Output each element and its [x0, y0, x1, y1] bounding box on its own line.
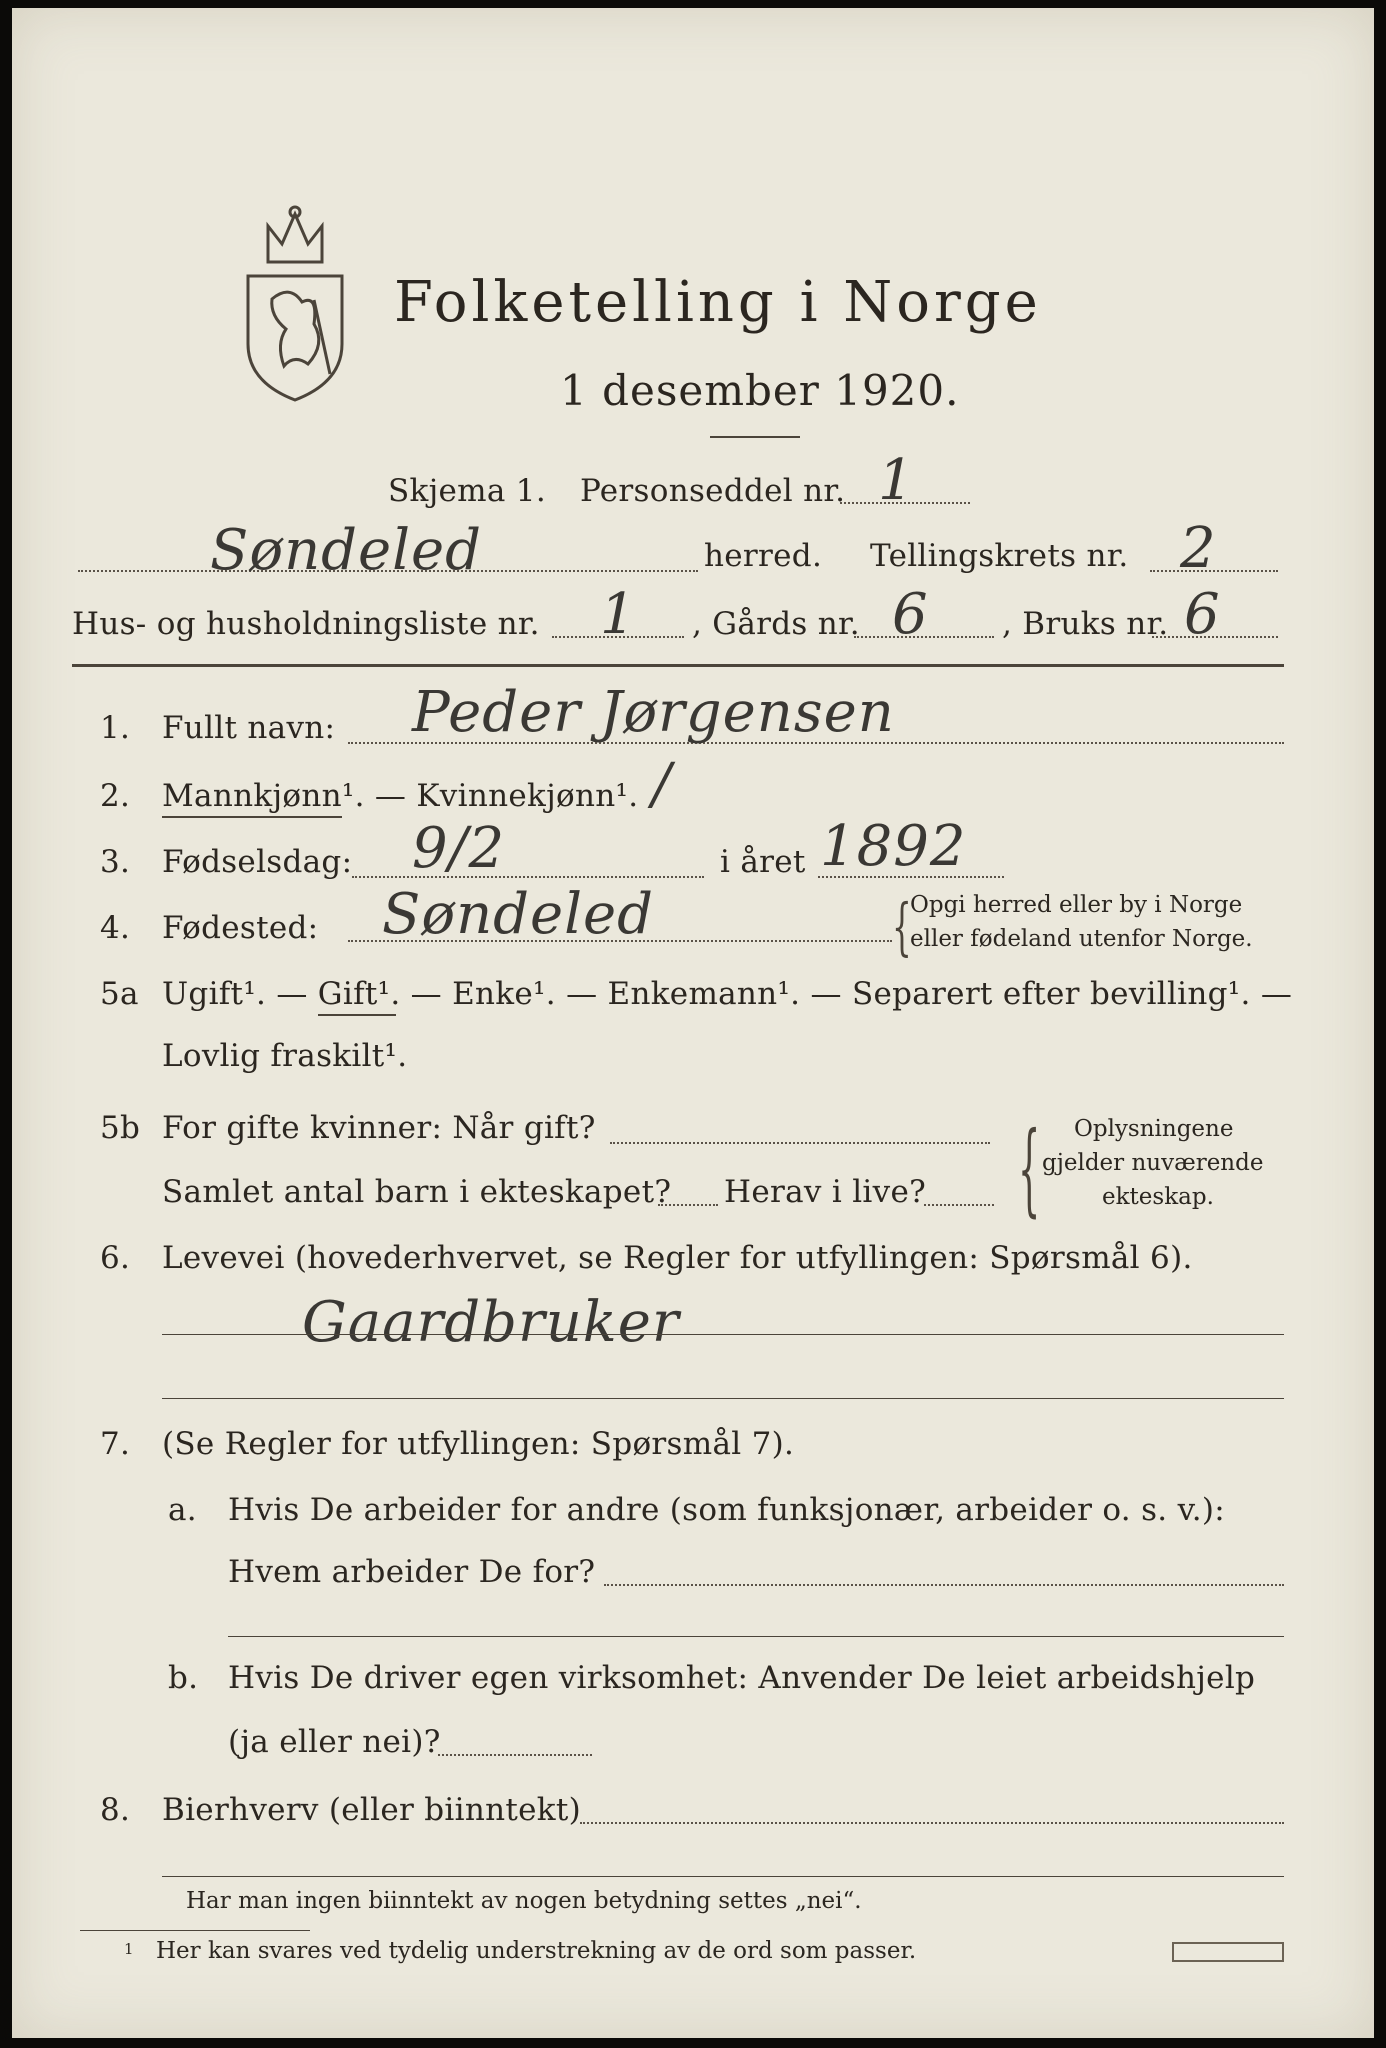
- personseddel-value[interactable]: 1: [878, 448, 915, 513]
- q5b-children-line: [658, 1204, 718, 1206]
- q7a-number: a.: [168, 1492, 197, 1528]
- q2-mark[interactable]: /: [652, 752, 672, 817]
- bruks-label: , Bruks nr.: [1002, 606, 1169, 642]
- q4-note-line1: Opgi herred eller by i Norge: [910, 892, 1243, 918]
- q6-label: Levevei (hovederhvervet, se Regler for utfyllingen: Spørsmål 6).: [162, 1240, 1193, 1276]
- header-divider: [710, 436, 800, 438]
- footnote-divider: [80, 1930, 310, 1931]
- printer-stamp: [1172, 1942, 1284, 1962]
- q3-number: 3.: [100, 844, 131, 880]
- birth-year-value[interactable]: 1892: [820, 814, 967, 879]
- personseddel-label: Personseddel nr.: [580, 473, 846, 509]
- q7b-line1: Hvis De driver egen virksomhet: Anvender De leiet arbeidshjelp: [228, 1660, 1256, 1696]
- tellingskrets-label: Tellingskrets nr.: [870, 538, 1129, 574]
- q5b-note-line3: ekteskap.: [1102, 1184, 1214, 1210]
- footnote-number: 1: [124, 1940, 134, 1958]
- q5b-line1: For gifte kvinner: Når gift?: [162, 1110, 596, 1146]
- full-name-value[interactable]: Peder Jørgensen: [412, 680, 895, 745]
- herred-value[interactable]: Søndeled: [210, 518, 483, 583]
- q5b-note-line2: gjelder nuværende: [1042, 1150, 1264, 1176]
- q3-year-label: i året: [720, 844, 806, 880]
- q7a-line1: Hvis De arbeider for andre (som funksjonær, arbeider o. s. v.):: [228, 1492, 1226, 1528]
- q8-line: [580, 1822, 1284, 1824]
- husliste-label: Hus- og husholdningsliste nr.: [72, 606, 540, 642]
- q4-label: Fødested:: [162, 910, 319, 946]
- q5a-gift-underline: [318, 1014, 396, 1016]
- q5b-married-line: [610, 1142, 990, 1144]
- q6-line2: [162, 1398, 1284, 1399]
- section-divider: [72, 664, 1284, 667]
- q7-number: 7.: [100, 1426, 131, 1462]
- census-form: [12, 8, 1374, 2038]
- census-date: 1 desember 1920.: [560, 366, 960, 415]
- q8-number: 8.: [100, 1792, 131, 1828]
- q7a-line2: Hvem arbeider De for?: [228, 1554, 596, 1590]
- q5a-line1: Ugift¹. — Gift¹. — Enke¹. — Enkemann¹. — Separert efter bevilling¹. —: [162, 976, 1293, 1012]
- footnote-text: Her kan svares ved tydelig understrekning av de ord som passer.: [156, 1938, 917, 1964]
- q5a-line2: Lovlig fraskilt¹.: [162, 1038, 408, 1074]
- occupation-value[interactable]: Gaardbruker: [302, 1290, 680, 1355]
- tellingskrets-value[interactable]: 2: [1180, 516, 1217, 581]
- q7b-line: [438, 1754, 592, 1756]
- schema-label: Skjema 1.: [388, 473, 546, 509]
- q7b-number: b.: [168, 1660, 199, 1696]
- q4-number: 4.: [100, 910, 131, 946]
- q8-line-extra: [162, 1876, 1284, 1877]
- herred-label: herred.: [704, 538, 823, 574]
- q8-label: Bierhverv (eller biinntekt): [162, 1792, 582, 1828]
- bruks-value[interactable]: 6: [1184, 582, 1221, 647]
- birthplace-value[interactable]: Søndeled: [382, 882, 655, 947]
- q6-line1: [162, 1334, 1284, 1335]
- q5b-brace: {: [1018, 1110, 1041, 1227]
- q5a-number: 5a: [100, 976, 139, 1012]
- q4-brace: {: [892, 890, 912, 963]
- husliste-value[interactable]: 1: [600, 582, 637, 647]
- footer-note: Har man ingen biinntekt av nogen betydning settes „nei“.: [186, 1888, 862, 1914]
- gards-label: , Gårds nr.: [692, 606, 860, 642]
- q5b-line2b: Herav i live?: [724, 1174, 927, 1210]
- q7-label: (Se Regler for utfyllingen: Spørsmål 7).: [162, 1426, 795, 1462]
- form-title: Folketelling i Norge: [394, 270, 1042, 335]
- q2-label: Mannkjønn¹. — Kvinnekjønn¹.: [162, 778, 639, 814]
- q7b-line2: (ja eller nei)?: [228, 1724, 441, 1760]
- q5b-number: 5b: [100, 1110, 141, 1146]
- gards-value[interactable]: 6: [892, 582, 929, 647]
- q5b-line2a: Samlet antal barn i ekteskapet?: [162, 1174, 672, 1210]
- q2-number: 2.: [100, 778, 131, 814]
- q3-label: Fødselsdag:: [162, 844, 353, 880]
- q7a-line: [604, 1584, 1284, 1586]
- q7a-line-extra: [228, 1636, 1284, 1637]
- q5b-note-line1: Oplysningene: [1074, 1116, 1234, 1142]
- birthday-value[interactable]: 9/2: [412, 816, 506, 881]
- q2-underline: [162, 816, 342, 818]
- q6-number: 6.: [100, 1240, 131, 1276]
- coat-of-arms-icon: [230, 204, 360, 404]
- q4-note-line2: eller fødeland utenfor Norge.: [910, 926, 1253, 952]
- q1-number: 1.: [100, 710, 131, 746]
- q3-line: [352, 876, 704, 878]
- q5b-alive-line: [924, 1204, 994, 1206]
- q1-label: Fullt navn:: [162, 710, 336, 746]
